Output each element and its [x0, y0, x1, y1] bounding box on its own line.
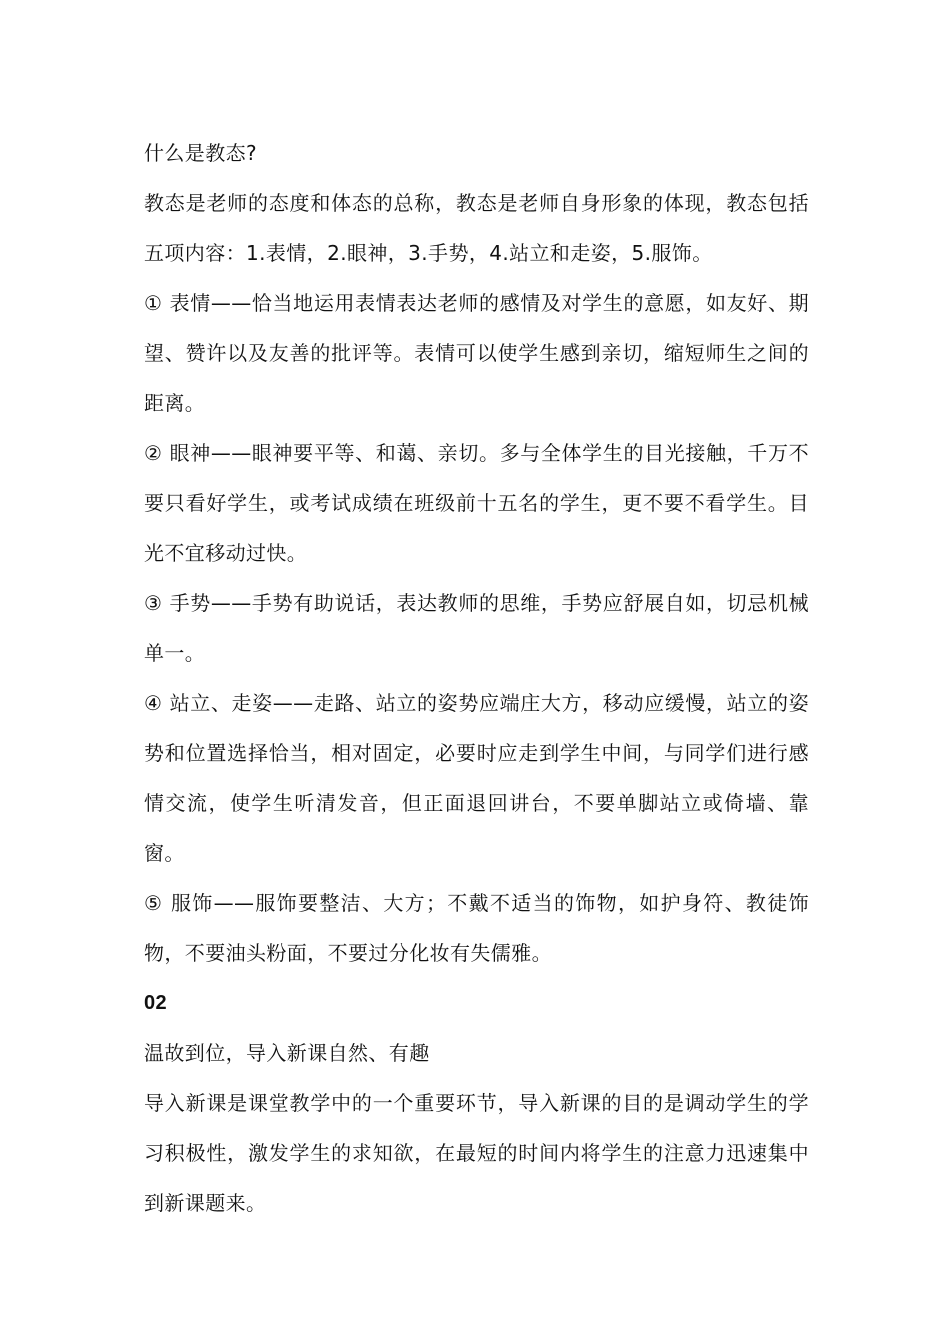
section-number: 02 [144, 992, 168, 1014]
paragraph-posture: ④ 站立、走姿——走路、站立的姿势应端庄大方，移动应缓慢，站立的姿势和位置选择恰当，相对固定，必要时应走到学生中间，与同学们进行感情交流，使学生听清发音，但正面退回讲台，不要单脚站立或倚墙、靠窗。 [144, 691, 809, 865]
section-heading: 温故到位，导入新课自然、有趣 [144, 1041, 430, 1065]
paragraph-lesson-introduction: 导入新课是课堂教学中的一个重要环节，导入新课的目的是调动学生的学习积极性，激发学生的求知欲，在最短的时间内将学生的注意力迅速集中到新课题来。 [144, 1091, 809, 1215]
paragraph-eye-contact: ② 眼神——眼神要平等、和蔼、亲切。多与全体学生的目光接触，千万不要只看好学生，或考试成绩在班级前十五名的学生，更不要不看学生。目光不宜移动过快。 [144, 441, 809, 565]
paragraph-expression: ① 表情——恰当地运用表情表达老师的感情及对学生的意愿，如友好、期望、赞许以及友善的批评等。表情可以使学生感到亲切，缩短师生之间的距离。 [144, 291, 809, 415]
document-body [144, 128, 809, 1228]
paragraph-gesture: ③ 手势——手势有助说话，表达教师的思维，手势应舒展自如，切忌机械单一。 [144, 591, 809, 665]
paragraph-attire: ⑤ 服饰——服饰要整洁、大方；不戴不适当的饰物，如护身符、教徒饰物，不要油头粉面，不要过分化妆有失儒雅。 [144, 891, 809, 965]
paragraph-definition: 教态是老师的态度和体态的总称，教态是老师自身形象的体现，教态包括五项内容：1.表情，2.眼神，3.手势，4.站立和走姿，5.服饰。 [144, 191, 809, 265]
heading-what-is-teaching-manner: 什么是教态? [144, 141, 258, 165]
